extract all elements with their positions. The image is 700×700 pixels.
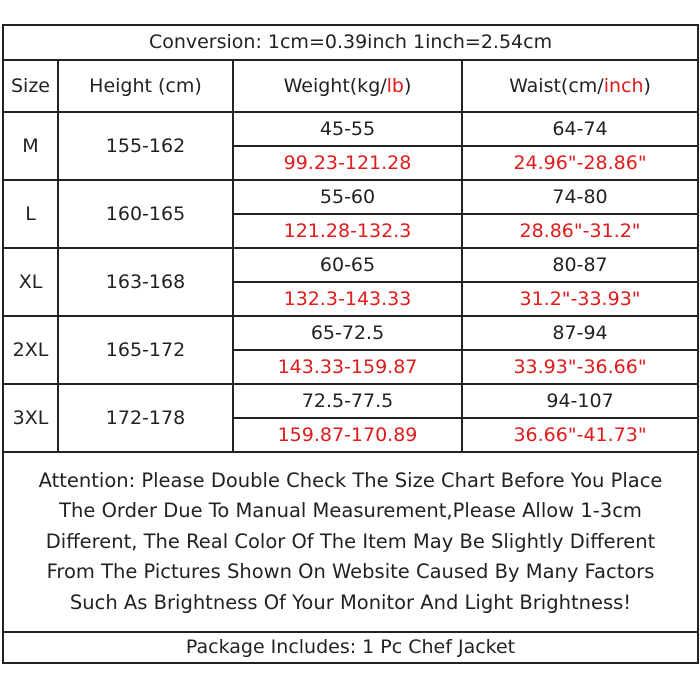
header-waist-main: Waist(cm/ — [509, 74, 604, 97]
header-waist — [462, 60, 698, 112]
size-cell: 3XL — [3, 384, 58, 452]
package-includes: Package Includes: 1 Pc Chef Jacket — [3, 632, 698, 663]
table-row — [3, 112, 698, 146]
waist-cm-cell: 87-94 — [462, 316, 698, 350]
table-row — [3, 316, 698, 350]
height-cell: 160-165 — [58, 180, 233, 248]
size-chart-table — [2, 24, 699, 664]
height-cell: 155-162 — [58, 112, 233, 180]
attention-line: The Order Due To Manual Measurement,Please Allow 1-3cm — [59, 499, 642, 523]
conversion-note: Conversion: 1cm=0.39inch 1inch=2.54cm — [3, 25, 698, 60]
header-height: Height (cm) — [58, 60, 233, 112]
header-waist-close: ) — [643, 74, 651, 97]
waist-inch-cell: 36.66"-41.73" — [462, 418, 698, 452]
weight-kg-cell: 60-65 — [233, 248, 462, 282]
weight-lb-cell: 121.28-132.3 — [233, 214, 462, 248]
weight-lb-cell: 159.87-170.89 — [233, 418, 462, 452]
size-chart — [2, 24, 697, 676]
waist-cm-cell: 80-87 — [462, 248, 698, 282]
waist-inch-cell: 24.96"-28.86" — [462, 146, 698, 180]
weight-lb-cell: 132.3-143.33 — [233, 282, 462, 316]
header-weight-main: Weight(kg/ — [283, 74, 387, 97]
weight-kg-cell: 65-72.5 — [233, 316, 462, 350]
waist-inch-cell: 28.86"-31.2" — [462, 214, 698, 248]
header-weight-unit: lb — [386, 74, 404, 97]
header-weight-close: ) — [404, 74, 412, 97]
weight-kg-cell: 55-60 — [233, 180, 462, 214]
waist-cm-cell: 74-80 — [462, 180, 698, 214]
table-row — [3, 384, 698, 418]
size-cell: XL — [3, 248, 58, 316]
height-cell: 163-168 — [58, 248, 233, 316]
waist-inch-cell: 33.93"-36.66" — [462, 350, 698, 384]
weight-kg-cell: 72.5-77.5 — [233, 384, 462, 418]
size-cell: L — [3, 180, 58, 248]
header-row — [3, 60, 698, 112]
height-cell: 172-178 — [58, 384, 233, 452]
waist-inch-cell: 31.2"-33.93" — [462, 282, 698, 316]
weight-lb-cell: 99.23-121.28 — [233, 146, 462, 180]
height-cell: 165-172 — [58, 316, 233, 384]
size-cell: M — [3, 112, 58, 180]
header-weight — [233, 60, 462, 112]
waist-cm-cell: 64-74 — [462, 112, 698, 146]
table-row — [3, 180, 698, 214]
attention-line: From The Pictures Shown On Website Caused By Many Factors — [46, 560, 655, 584]
table-row — [3, 248, 698, 282]
header-waist-unit: inch — [603, 74, 644, 97]
weight-kg-cell: 45-55 — [233, 112, 462, 146]
attention-line: Different, The Real Color Of The Item May Be Slightly Different — [45, 529, 656, 553]
header-size: Size — [3, 60, 58, 112]
attention-line: Attention: Please Double Check The Size Chart Before You Place — [38, 468, 663, 492]
attention-note — [3, 452, 698, 632]
weight-lb-cell: 143.33-159.87 — [233, 350, 462, 384]
attention-line: Such As Brightness Of Your Monitor And Light Brightness! — [69, 590, 632, 614]
waist-cm-cell: 94-107 — [462, 384, 698, 418]
size-cell: 2XL — [3, 316, 58, 384]
